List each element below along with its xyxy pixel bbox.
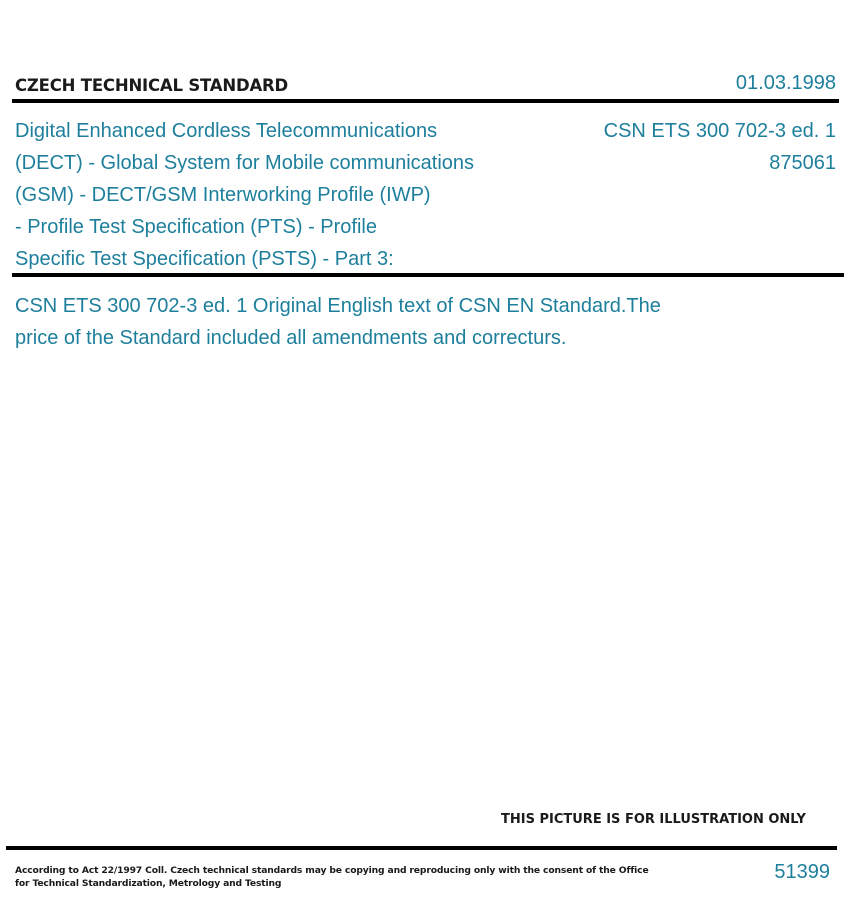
legal-notice xyxy=(15,864,649,890)
description-line: CSN ETS 300 702-3 ed. 1 Original English text of CSN EN Standard.The xyxy=(15,295,661,317)
standard-title-line: Digital Enhanced Cordless Telecommunications xyxy=(15,120,438,142)
document-heading: CZECH TECHNICAL STANDARD xyxy=(15,76,289,95)
legal-notice-line: According to Act 22/1997 Coll. Czech technical standards may be copying and reproducing only with the consent of the Office xyxy=(15,865,649,876)
standard-title xyxy=(15,115,474,275)
middle-divider xyxy=(12,273,844,277)
standard-identifiers xyxy=(604,115,836,179)
standard-title-line: Specific Test Specification (PSTS) - Part 3: xyxy=(15,248,394,270)
bottom-divider xyxy=(6,846,837,850)
standard-code: CSN ETS 300 702-3 ed. 1 xyxy=(603,120,836,142)
footer-number: 51399 xyxy=(774,861,830,883)
description-line: price of the Standard included all amendments and correcturs. xyxy=(15,327,567,349)
standard-title-line: (DECT) - Global System for Mobile communications xyxy=(15,152,475,174)
legal-notice-line: for Technical Standardization, Metrology and Testing xyxy=(15,878,282,889)
catalog-number: 875061 xyxy=(769,152,836,174)
illustration-notice: THIS PICTURE IS FOR ILLUSTRATION ONLY xyxy=(501,812,806,827)
standard-description xyxy=(15,290,661,354)
publication-date: 01.03.1998 xyxy=(735,72,836,94)
top-divider xyxy=(12,99,839,103)
standard-title-line: - Profile Test Specification (PTS) - Profile xyxy=(15,216,377,238)
standard-title-line: (GSM) - DECT/GSM Interworking Profile (IWP) xyxy=(15,184,431,206)
